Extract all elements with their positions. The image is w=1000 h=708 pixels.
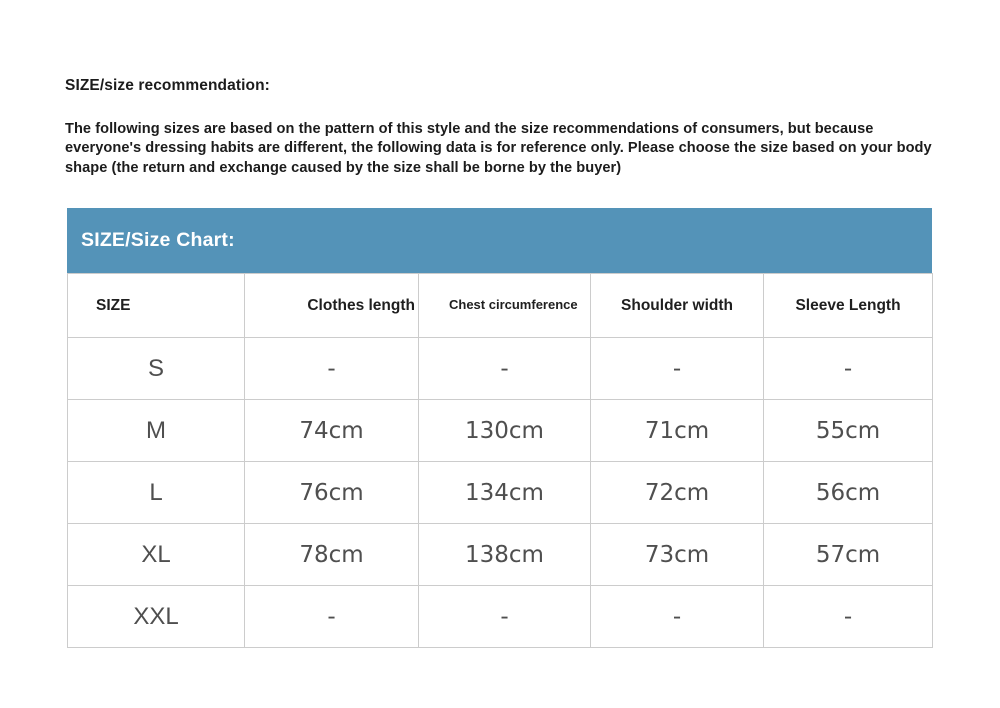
value-cell-sleeve: - <box>764 338 933 400</box>
value-cell-sleeve: - <box>764 586 933 648</box>
size-chart-table <box>67 273 933 648</box>
value-cell-shoulder: - <box>591 586 764 648</box>
column-header-sleeve-length: Sleeve Length <box>764 274 933 338</box>
size-cell: S <box>68 338 245 400</box>
column-header-size: SIZE <box>68 274 245 338</box>
size-cell: L <box>68 462 245 524</box>
column-header-chest-circumference: Chest circumference <box>419 274 591 338</box>
value-cell-sleeve: 55cm <box>764 400 933 462</box>
value-cell-sleeve: 56cm <box>764 462 933 524</box>
value-cell-shoulder: 73cm <box>591 524 764 586</box>
value-cell-shoulder: 71cm <box>591 400 764 462</box>
column-header-shoulder-width: Shoulder width <box>591 274 764 338</box>
value-cell-clothes-length: 76cm <box>245 462 419 524</box>
column-header-clothes-length: Clothes length <box>245 274 419 338</box>
size-chart-banner <box>67 208 932 273</box>
value-cell-chest: 138cm <box>419 524 591 586</box>
value-cell-clothes-length: 78cm <box>245 524 419 586</box>
table-row-s <box>68 338 933 400</box>
table-header-row <box>68 274 933 338</box>
value-cell-chest: 134cm <box>419 462 591 524</box>
value-cell-clothes-length: 74cm <box>245 400 419 462</box>
value-cell-clothes-length: - <box>245 586 419 648</box>
table-row-xxl <box>68 586 933 648</box>
size-cell: M <box>68 400 245 462</box>
value-cell-chest: - <box>419 338 591 400</box>
size-cell: XXL <box>68 586 245 648</box>
size-recommendation-heading: SIZE/size recommendation: <box>65 77 270 94</box>
table-row-xl <box>68 524 933 586</box>
value-cell-clothes-length: - <box>245 338 419 400</box>
table-row-m <box>68 400 933 462</box>
value-cell-sleeve: 57cm <box>764 524 933 586</box>
value-cell-chest: 130cm <box>419 400 591 462</box>
value-cell-shoulder: - <box>591 338 764 400</box>
size-disclaimer-paragraph: The following sizes are based on the pattern of this style and the size recommendations of consumers, but because everyone's dressing habits are different, the following data is for reference only. Please choose the size based on your body shape (the return and exchange caused by the size shall be borne by the buyer) <box>65 121 932 176</box>
size-chart-banner-title: SIZE/Size Chart: <box>81 229 235 251</box>
table-row-l <box>68 462 933 524</box>
value-cell-chest: - <box>419 586 591 648</box>
size-cell: XL <box>68 524 245 586</box>
value-cell-shoulder: 72cm <box>591 462 764 524</box>
